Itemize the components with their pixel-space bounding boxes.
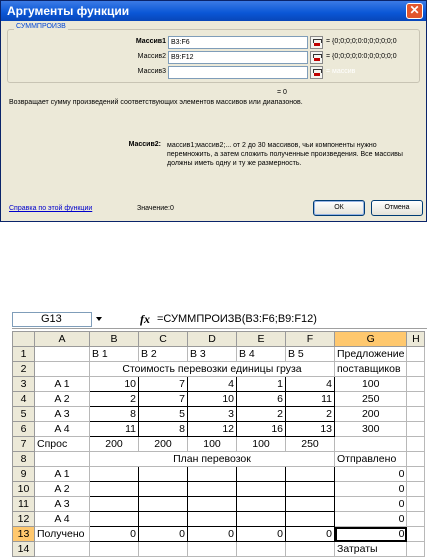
- cell-d1[interactable]: B 3: [188, 347, 237, 362]
- cell-h7[interactable]: [407, 437, 425, 452]
- table-row: [13, 497, 425, 512]
- cell-g1[interactable]: Предложение: [335, 347, 407, 362]
- cell-e14[interactable]: [237, 542, 286, 557]
- row-header-9[interactable]: 9: [13, 467, 35, 482]
- cell-d10[interactable]: [188, 482, 237, 497]
- cell-e10[interactable]: [237, 482, 286, 497]
- cell-e13[interactable]: 0: [237, 527, 286, 542]
- cell-d5[interactable]: 3: [188, 407, 237, 422]
- cell-b13[interactable]: 0: [90, 527, 139, 542]
- cell-f14[interactable]: [286, 542, 335, 557]
- cell-a11[interactable]: A 3: [35, 497, 90, 512]
- table-row: [13, 437, 425, 452]
- row-header-4[interactable]: 4: [13, 392, 35, 407]
- cell-e11[interactable]: [237, 497, 286, 512]
- cell-a9[interactable]: A 1: [35, 467, 90, 482]
- cell-f11[interactable]: [286, 497, 335, 512]
- value-readout: [137, 205, 174, 212]
- cell-a8[interactable]: [35, 452, 90, 467]
- fx-icon[interactable]: fx: [140, 312, 150, 326]
- cell-g10[interactable]: 0: [335, 482, 407, 497]
- row-header-13[interactable]: 13: [13, 527, 35, 542]
- cell-e6[interactable]: 16: [237, 422, 286, 437]
- cell-h10[interactable]: [407, 482, 425, 497]
- cell-d11[interactable]: [188, 497, 237, 512]
- row-header-12[interactable]: 12: [13, 512, 35, 527]
- cell-g11[interactable]: 0: [335, 497, 407, 512]
- function-description: Возвращает сумму произведений соответствующих элементов массивов или диапазонов.: [9, 99, 303, 106]
- column-header-c[interactable]: C: [139, 332, 188, 347]
- cell-c12[interactable]: [139, 512, 188, 527]
- dialog-title: Аргументы функции: [7, 4, 130, 18]
- cell-b10[interactable]: [90, 482, 139, 497]
- arg-label: Массив3: [137, 68, 166, 75]
- cell-f6[interactable]: 13: [286, 422, 335, 437]
- cell-h3[interactable]: [407, 377, 425, 392]
- cell-e7[interactable]: 100: [237, 437, 286, 452]
- value-label: Значение:: [137, 205, 170, 212]
- cancel-button[interactable]: Отмена: [371, 200, 423, 216]
- table-row: [13, 482, 425, 497]
- cell-h2[interactable]: [407, 362, 425, 377]
- cell-f1[interactable]: B 5: [286, 347, 335, 362]
- cell-c5[interactable]: 5: [139, 407, 188, 422]
- cell-a14[interactable]: [35, 542, 90, 557]
- cell-e9[interactable]: [237, 467, 286, 482]
- cell-h1[interactable]: [407, 347, 425, 362]
- cell-b1[interactable]: B 1: [90, 347, 139, 362]
- cell-a13[interactable]: Получено: [35, 527, 90, 542]
- cell-d6[interactable]: 12: [188, 422, 237, 437]
- cell-h11[interactable]: [407, 497, 425, 512]
- row-header-2[interactable]: 2: [13, 362, 35, 377]
- cell-h13[interactable]: [407, 527, 425, 542]
- cell-g5[interactable]: 200: [335, 407, 407, 422]
- table-row: [13, 422, 425, 437]
- cell-e4[interactable]: 6: [237, 392, 286, 407]
- cell-f9[interactable]: [286, 467, 335, 482]
- cell-a4[interactable]: A 2: [35, 392, 90, 407]
- function-name: СУММПРОИЗВ: [16, 23, 66, 30]
- column-header-d[interactable]: D: [188, 332, 237, 347]
- cell-a12[interactable]: A 4: [35, 512, 90, 527]
- chevron-down-icon[interactable]: [96, 317, 102, 321]
- column-header-f[interactable]: F: [286, 332, 335, 347]
- cell-g8[interactable]: Отправлено: [335, 452, 407, 467]
- cell-c10[interactable]: [139, 482, 188, 497]
- row-header-6[interactable]: 6: [13, 422, 35, 437]
- cell-c9[interactable]: [139, 467, 188, 482]
- cell-b11[interactable]: [90, 497, 139, 512]
- formula-total: = 0: [277, 89, 287, 96]
- table-row: [13, 347, 425, 362]
- row-header-3[interactable]: 3: [13, 377, 35, 392]
- cell-c4[interactable]: 7: [139, 392, 188, 407]
- arg-help-name: Массив2:: [128, 141, 161, 148]
- range-select-icon[interactable]: [310, 51, 323, 64]
- cell-g6[interactable]: 300: [335, 422, 407, 437]
- cell-h4[interactable]: [407, 392, 425, 407]
- function-arguments-dialog: [0, 0, 427, 222]
- cell-b9[interactable]: [90, 467, 139, 482]
- cell-g2[interactable]: поставщиков: [335, 362, 407, 377]
- cell-b3[interactable]: 10: [90, 377, 139, 392]
- close-icon[interactable]: ✕: [406, 3, 423, 19]
- cell-d13[interactable]: 0: [188, 527, 237, 542]
- arguments-group: [7, 23, 420, 83]
- cell-a2[interactable]: [35, 362, 90, 377]
- cell-g4[interactable]: 250: [335, 392, 407, 407]
- cell-e5[interactable]: 2: [237, 407, 286, 422]
- range-select-icon[interactable]: [310, 66, 323, 79]
- cell-d14[interactable]: [188, 542, 237, 557]
- arg-row-3: [8, 66, 421, 80]
- value-number: 0: [170, 205, 174, 212]
- cell-d12[interactable]: [188, 512, 237, 527]
- column-header-g[interactable]: G: [335, 332, 407, 347]
- row-header-5[interactable]: 5: [13, 407, 35, 422]
- cell-c14[interactable]: [139, 542, 188, 557]
- cell-a7[interactable]: Спрос: [35, 437, 90, 452]
- table-row: [13, 407, 425, 422]
- cell-c3[interactable]: 7: [139, 377, 188, 392]
- column-header-e[interactable]: E: [237, 332, 286, 347]
- cell-f10[interactable]: [286, 482, 335, 497]
- formula-input[interactable]: =СУММПРОИЗВ(B3:F6;B9:F12): [157, 313, 317, 325]
- array3-input[interactable]: [168, 66, 308, 79]
- name-box[interactable]: G13: [12, 312, 92, 327]
- table-row: [13, 527, 425, 542]
- spreadsheet: [12, 311, 427, 560]
- cell-e12[interactable]: [237, 512, 286, 527]
- cell-b7[interactable]: 200: [90, 437, 139, 452]
- merged-header-cell[interactable]: Стоимость перевозки единицы груза: [90, 362, 335, 377]
- cell-b5[interactable]: 8: [90, 407, 139, 422]
- row-header-10[interactable]: 10: [13, 482, 35, 497]
- arg-label: Массив2: [137, 53, 166, 60]
- cell-b14[interactable]: [90, 542, 139, 557]
- cell-g7[interactable]: [335, 437, 407, 452]
- arg-result: = {0;0;0;0;0:0;0;0;0;0;0: [326, 53, 397, 60]
- table-row: [13, 512, 425, 527]
- table-row: [13, 362, 425, 377]
- table-row: [13, 467, 425, 482]
- arg-row-2: [8, 51, 421, 65]
- cell-a3[interactable]: A 1: [35, 377, 90, 392]
- cell-b12[interactable]: [90, 512, 139, 527]
- cell-a10[interactable]: A 2: [35, 482, 90, 497]
- cell-c11[interactable]: [139, 497, 188, 512]
- merged-header-cell[interactable]: План перевозок: [90, 452, 335, 467]
- ok-button[interactable]: ОК: [313, 200, 365, 216]
- cell-h12[interactable]: [407, 512, 425, 527]
- cell-b4[interactable]: 2: [90, 392, 139, 407]
- cell-h9[interactable]: [407, 467, 425, 482]
- cell-g14[interactable]: Затраты: [335, 542, 407, 557]
- cell-h5[interactable]: [407, 407, 425, 422]
- row-header-8[interactable]: 8: [13, 452, 35, 467]
- array2-input[interactable]: B9:F12: [168, 51, 308, 64]
- row-header-1[interactable]: 1: [13, 347, 35, 362]
- cell-d3[interactable]: 4: [188, 377, 237, 392]
- arg-row-1: [8, 36, 421, 50]
- column-header-a[interactable]: A: [35, 332, 90, 347]
- select-all-corner[interactable]: [13, 332, 35, 347]
- cell-h14[interactable]: [407, 542, 425, 557]
- cell-f13[interactable]: 0: [286, 527, 335, 542]
- cell-a1[interactable]: [35, 347, 90, 362]
- cell-f12[interactable]: [286, 512, 335, 527]
- row-header-14[interactable]: 14: [13, 542, 35, 557]
- row-header-7[interactable]: 7: [13, 437, 35, 452]
- cell-c7[interactable]: 200: [139, 437, 188, 452]
- formula-bar: [12, 311, 427, 329]
- table-row: [13, 542, 425, 557]
- column-header-h[interactable]: H: [407, 332, 425, 347]
- cell-f4[interactable]: 11: [286, 392, 335, 407]
- arg-result: = {0;0;0;0;0:0;0;0;0;0;0: [326, 38, 397, 45]
- cell-h6[interactable]: [407, 422, 425, 437]
- cell-a5[interactable]: A 3: [35, 407, 90, 422]
- cell-e3[interactable]: 1: [237, 377, 286, 392]
- cell-a6[interactable]: A 4: [35, 422, 90, 437]
- arg-result: = массив: [326, 68, 356, 75]
- cell-g13[interactable]: 0: [335, 527, 407, 542]
- column-header-row: [13, 332, 425, 347]
- cell-c6[interactable]: 8: [139, 422, 188, 437]
- dialog-titlebar[interactable]: [1, 1, 426, 21]
- range-select-icon[interactable]: [310, 36, 323, 49]
- cell-grid[interactable]: [12, 331, 425, 557]
- cell-d4[interactable]: 10: [188, 392, 237, 407]
- array1-input[interactable]: B3:F6: [168, 36, 308, 49]
- cell-f5[interactable]: 2: [286, 407, 335, 422]
- cell-g9[interactable]: 0: [335, 467, 407, 482]
- cell-h8[interactable]: [407, 452, 425, 467]
- cell-d7[interactable]: 100: [188, 437, 237, 452]
- cell-f7[interactable]: 250: [286, 437, 335, 452]
- cell-f3[interactable]: 4: [286, 377, 335, 392]
- table-row: [13, 452, 425, 467]
- cell-c13[interactable]: 0: [139, 527, 188, 542]
- arg-label: Массив1: [135, 38, 166, 45]
- column-header-b[interactable]: B: [90, 332, 139, 347]
- arg-help-text: массив1;массив2;... от 2 до 30 массивов, чьи компоненты нужно перемножить, а затем сложить полученные произведения. Все массивы должны иметь одну и ту же размерность.: [167, 142, 403, 167]
- cell-c1[interactable]: B 2: [139, 347, 188, 362]
- help-link[interactable]: Справка по этой функции: [9, 205, 93, 212]
- cell-d9[interactable]: [188, 467, 237, 482]
- table-row: [13, 377, 425, 392]
- table-row: [13, 392, 425, 407]
- cell-g3[interactable]: 100: [335, 377, 407, 392]
- cell-b6[interactable]: 11: [90, 422, 139, 437]
- cell-g12[interactable]: 0: [335, 512, 407, 527]
- cell-e1[interactable]: B 4: [237, 347, 286, 362]
- row-header-11[interactable]: 11: [13, 497, 35, 512]
